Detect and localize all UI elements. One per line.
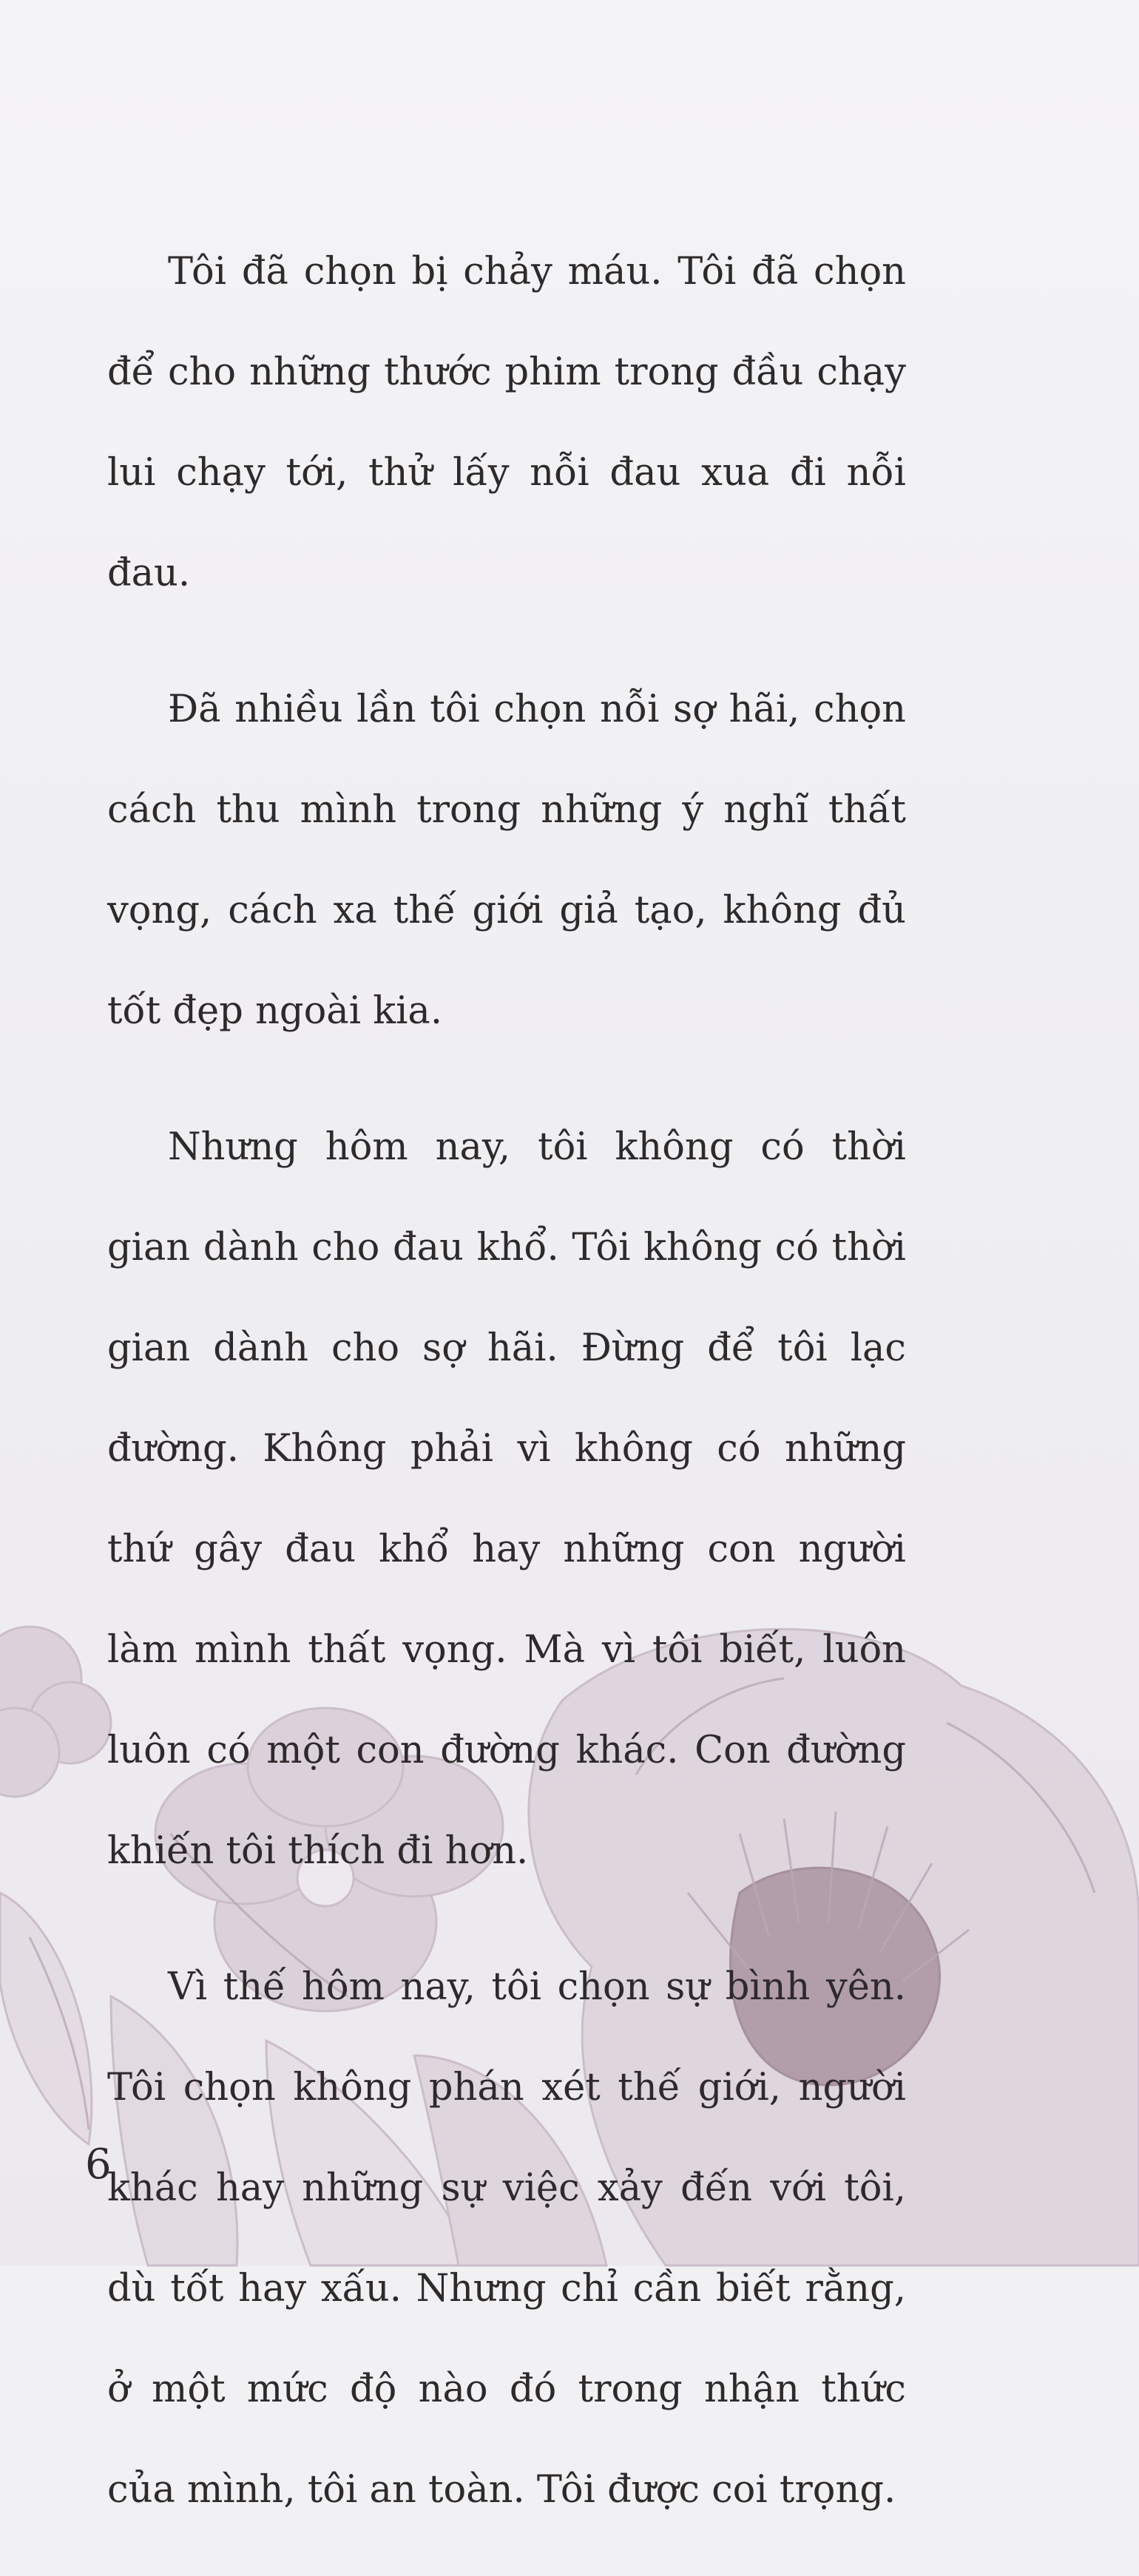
paragraph-2: Đã nhiều lần tôi chọn nỗi sợ hãi, chọn cách thu mình trong những ý nghĩ thất vọng, cách xa thế giới giả tạo, không đủ tốt đẹp ngoài kia. (107, 688, 906, 1033)
paragraph-4: Vì thế hôm nay, tôi chọn sự bình yên. Tôi chọn không phán xét thế giới, người khác hay những sự việc xảy đến với tôi, dù tốt hay xấu. Nhưng chỉ cần biết rằng, ở một mức độ nào đó trong nhận thức của mình, tôi an toàn. Tôi được coi trọng. (107, 1965, 906, 2512)
paragraph-1: Tôi đã chọn bị chảy máu. Tôi đã chọn để cho những thước phim trong đầu chạy lui chạy tới, thử lấy nỗi đau xua đi nỗi đau. (107, 250, 906, 595)
paragraph-3: Nhưng hôm nay, tôi không có thời gian dành cho đau khổ. Tôi không có thời gian dành cho sợ hãi. Đừng để tôi lạc đường. Không phải vì không có những thứ gây đau khổ hay những con người làm mình thất vọng. Mà vì tôi biết, luôn luôn có một con đường khác. Con đường khiến tôi thích đi hơn. (107, 1125, 906, 1873)
body-text (107, 222, 906, 2576)
page-number: 6 (85, 2141, 112, 2189)
